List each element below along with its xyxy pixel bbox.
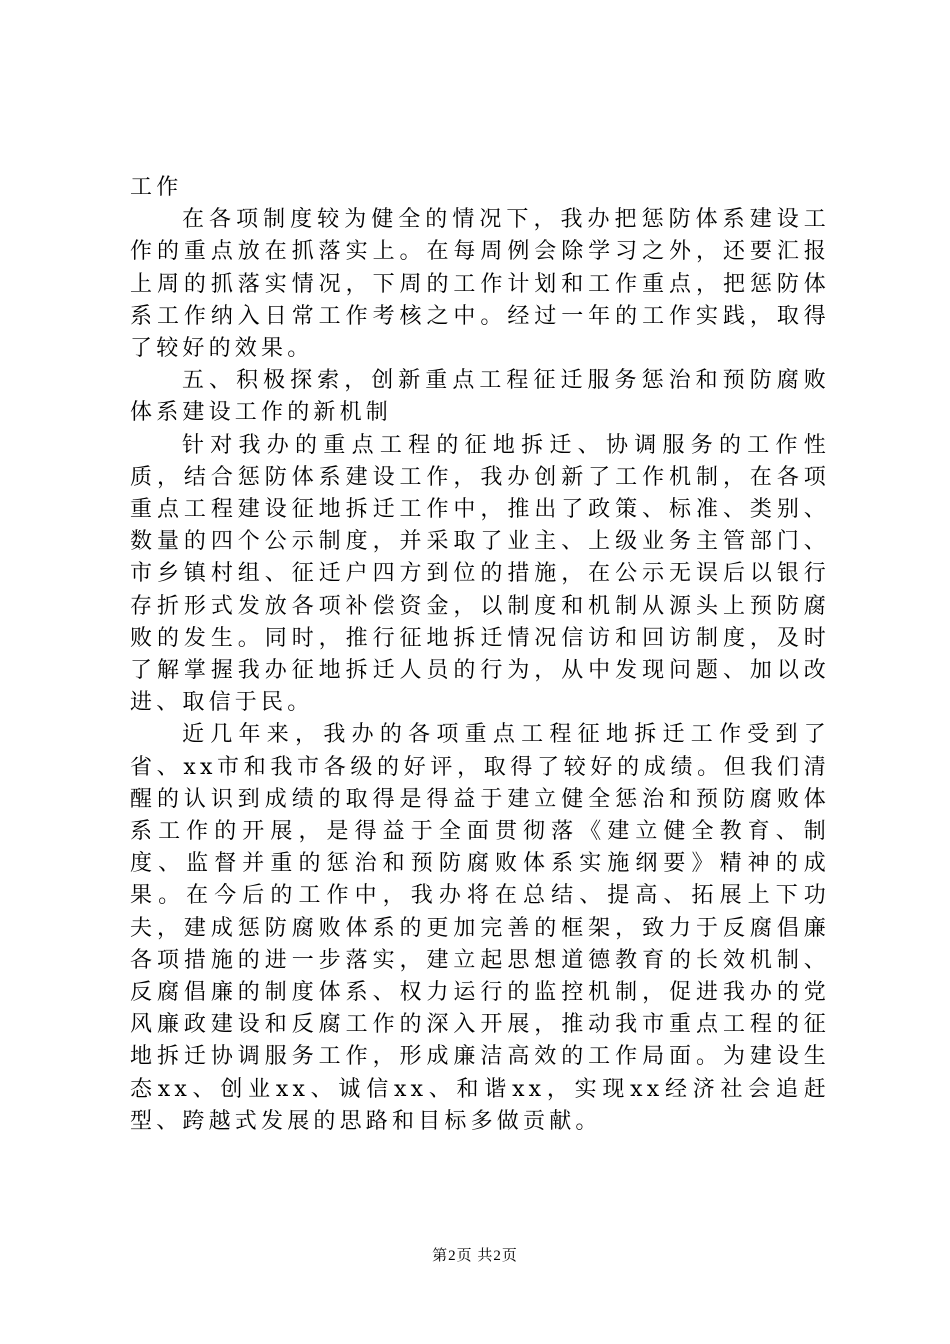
section-heading-five: 五、积极探索，创新重点工程征迁服务惩治和预防腐败体系建设工作的新机制 <box>130 368 830 426</box>
document-body <box>130 172 830 1138</box>
page-footer <box>0 1244 950 1265</box>
paragraph-implementation: 在各项制度较为健全的情况下，我办把惩防体系建设工作的重点放在抓落实上。在每周例会除学习之外，还要汇报上周的抓落实情况，下周的工作计划和工作重点，把惩防体系工作纳入日常工作考核之中。经过一年的工作实践，取得了较好的效果。 <box>130 207 830 362</box>
paragraph-mechanism: 针对我办的重点工程的征地拆迁、协调服务的工作性质，结合惩防体系建设工作，我办创新了工作机制，在各项重点工程建设征地拆迁工作中，推出了政策、标准、类别、数量的四个公示制度，并采取了业主、上级业务主管部门、市乡镇村组、征迁户四方到位的措施，在公示无误后以银行存折形式发放各项补偿资金，以制度和机制从源头上预防腐败的发生。同时，推行征地拆迁情况信访和回访制度，及时了解掌握我办征地拆迁人员的行为，从中发现问题、加以改进、取信于民。 <box>130 432 830 716</box>
page-number-label: 第2页 共2页 <box>432 1248 518 1264</box>
paragraph-conclusion: 近几年来，我办的各项重点工程征地拆迁工作受到了省、xx市和我市各级的好评，取得了较好的成绩。但我们清醒的认识到成绩的取得是得益于建立健全惩治和预防腐败体系工作的开展，是得益于全面贯彻落《建立健全教育、制度、监督并重的惩治和预防腐败体系实施纲要》精神的成果。在今后的工作中，我办将在总结、提高、拓展上下功夫，建成惩防腐败体系的更加完善的框架，致力于反腐倡廉各项措施的进一步落实，建立起思想道德教育的长效机制、反腐倡廉的制度体系、权力运行的监控机制，促进我办的党风廉政建设和反腐工作的深入开展，推动我市重点工程的征地拆迁协调服务工作，形成廉洁高效的工作局面。为建设生态xx、创业xx、诚信xx、和谐xx，实现xx经济社会追赶型、跨越式发展的思路和目标多做贡献。 <box>130 722 830 1134</box>
paragraph-continuation: 工作 <box>130 175 183 200</box>
